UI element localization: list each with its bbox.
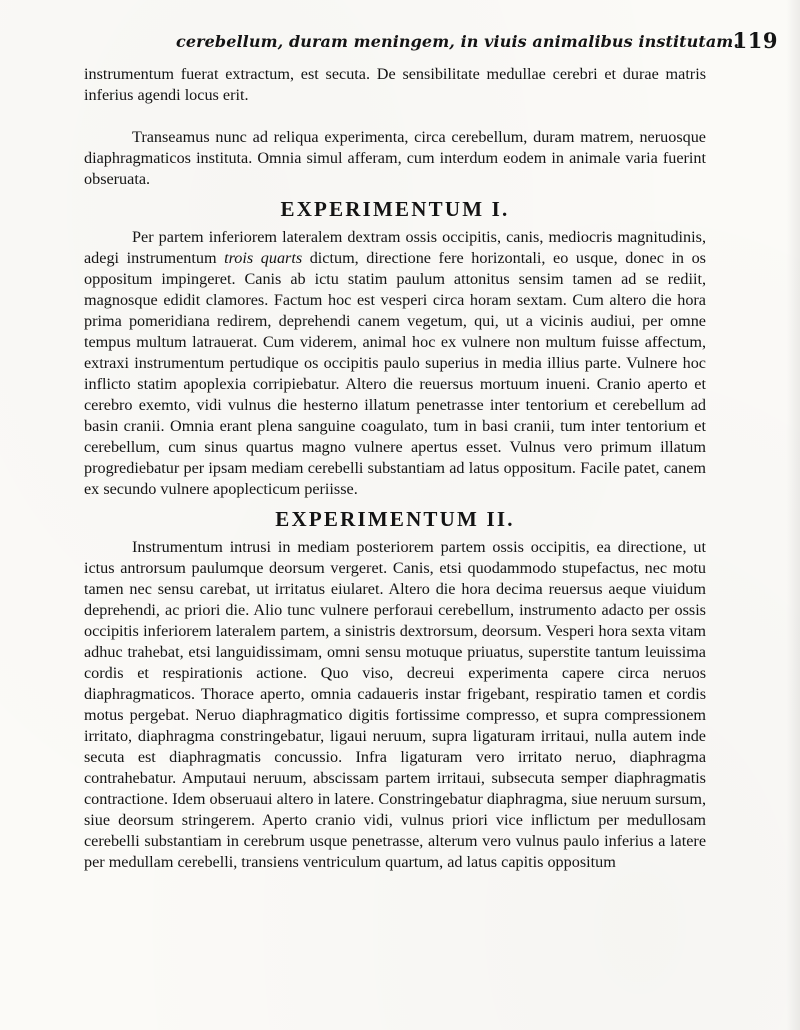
experiment-1-text-a: Per partem inferiorem lateralem dextram ossis occipitis, canis, mediocris magnitudinis, adegi instrumentum [84,228,706,267]
experiment-2-heading: EXPERIMENTUM II. [275,507,515,531]
experiment-1-text-b: dictum, directione fere horizontali, eo usque, donec in os oppositum impingeret. Canis ab ictu statim paulum attonitus sensim tamen ad se rediit, magnosque edidit clamores. Factum hoc est vesperi circa horam sextam. Cum altero die hora prima pomeridiana redirem, deprehendi canem vegetum, qui, ut a vicinis audiui, per omne tempus multum latrauerat. Cum viderem, animal hoc ex vulnere non multum fuisse affectum, extraxi instrumentum pertudique os occipitis paulo superius in media illius parte. Vulnere hoc inflicto statim apoplexia corripiebatur. Altero die reuersus mortuum inueni. Cranio aperto et cerebro exemto, vidi vulnus die hesterno illatum penetrasse inter tentorium et cerebellum ad basin cranii. Omnia erant plena sanguine coagulato, tum in basi cranii, tum inter tentorium et cerebellum, cum sinus quartus magno vulnere apertus esset. Vulnus vero primum illatum progrediebatur per ipsam mediam cerebelli substantiam ad latus oppositum. Facile patet, canem ex secundo vulnere apoplecticum periisse. [84,249,706,498]
experiment-2-paragraph: Instrumentum intrusi in mediam posteriorem partem ossis occipitis, ea directione, ut ictus antrorsum paulumque deorsum vergeret. Canis, etsi quodammodo stupefactus, nec motu tamen nec sensu carebat, ut irritatus eiularet. Altero die hora decima reuersus aeque viuidum deprehendi, ac priori die. Alio tunc vulnere perforaui cerebellum, instrumento adacto per ossis occipitis inferiorem lateralem partem, a sinistris dextrorsum, deorsum. Vesperi hora sexta vitam adhuc trahebat, etsi languidissimam, omni sensu motuque priuatus, superstite tantum leuissima cordis et respirationis actione. Quo viso, decreui experimenta capere circa neruos diaphragmaticos. Thorace aperto, omnia cadaueris instar frigebant, respiratio tamen et cordis motus pergebat. Neruo diaphragmatico digitis fortissime compresso, et supra compressionem irritato, diaphragma constringebatur, ligaui neruum, supra ligaturam irritaui, nulla autem inde secuta est diaphragmatis concussio. Infra ligaturam vero irritato neruo, diaphragma contrahebatur. Amputaui neruum, abscissam partem irritaui, subsecuta semper diaphragmatis contractione. Idem obseruaui altero in latere. Constringebatur diaphragma, siue neruum sursum, siue deorsum stringerem. Aperto cranio vidi, vulnus priori vice inflictum per medullosam cerebelli substantiam in cerebrum usque penetrasse, alterum vero vulnus paulo inferius a latere per medullam cerebelli, transiens ventriculum quartum, ad latus capitis oppositum [84,538,706,871]
italic-term: trois quarts [224,249,303,267]
page-body [84,64,706,873]
continuation-paragraph: instrumentum fuerat extractum, est secuta. De sensibilitate medullae cerebri et durae matris inferius agendi locus erit. [84,65,706,104]
running-title: cerebellum, duram meningem, in viuis animalibus institutam. [176,32,740,51]
page-header [84,28,778,58]
page-edge-shadow [786,0,800,1030]
experiment-1-heading: EXPERIMENTUM I. [280,197,510,221]
paragraph-gap [84,106,706,127]
experiment-1-paragraph [84,227,706,500]
intro-paragraph: Transeamus nunc ad reliqua experimenta, circa cerebellum, duram matrem, neruosque diaphragmaticos instituta. Omnia simul afferam, cum interdum eodem in animale varia fuerint obseruata. [84,128,706,188]
page-number: 119 [732,28,778,53]
